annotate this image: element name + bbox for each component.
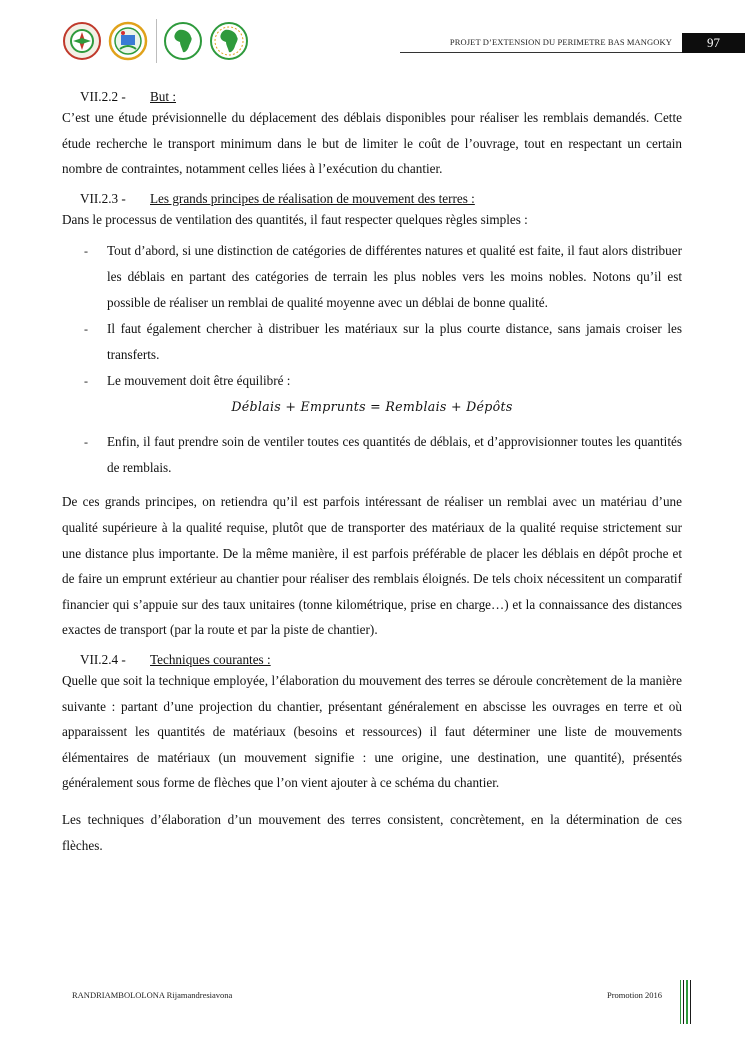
list-item: [62, 316, 682, 368]
paragraph: Quelle que soit la technique employée, l’élaboration du mouvement des terres se déroule concrètement de la manière suivante : partant d’une projection du chantier, présentant généralement en abscisse les ouvrages en terre et où apparaissent les quantités de matériaux (besoins et ressources) il faut déterminer une liste de mouvements élémentaires de matériaux (un mouvement signifie : une origine, une destination, une quantité), présentés généralement sous forme de flèches que l’on vient ajouter à ce schéma du chantier.: [62, 672, 682, 791]
list-item: [62, 429, 682, 481]
header-title: PROJET D’EXTENSION DU PERIMETRE BAS MANGOKY: [449, 37, 672, 47]
footer-author: RANDRIAMBOLOLONA Rijamandresiavona: [72, 990, 233, 1000]
ministry-emblem-icon: [62, 21, 102, 61]
paragraph: De ces grands principes, on retiendra qu’il est parfois intéressant de réaliser un remblai avec un matériau d’une qualité supérieure à la qualité requise, plutôt que de transporter des matériaux de la qualité requise strictement sur une distance plus importante. De la même manière, il est parfois préférable de placer les déblais en dépôt proche et de faire un emprunt extérieur au chantier pour réaliser des remblais éloignés. De tels choix nécessitent un comparatif financier qui s’appuie sur des taux unitaires (tonne kilométrique, prise en charge…) et la connaissance des distances exactes de transport (par la route et par la piste de chantier).: [62, 494, 682, 638]
section-heading-principes: [62, 190, 682, 207]
list-item: [62, 238, 682, 316]
afdb-logo-2-icon: [209, 21, 249, 61]
section-title: But :: [150, 89, 177, 104]
header-logos: [62, 18, 255, 64]
section-number: VII.2.4 -: [80, 651, 126, 667]
bullet-marker: -: [84, 322, 88, 337]
section-number: VII.2.2 -: [80, 89, 126, 104]
section-title: Les grands principes de réalisation de mouvement des terres :: [150, 190, 475, 206]
document-body: [62, 88, 682, 858]
logo-divider: [156, 19, 157, 63]
list-item-text: Tout d’abord, si une distinction de catégories de différentes natures et qualité est faite, il faut alors distribuer les déblais en partant des catégories de terrain les plus nobles vers les moins nobles. Notons qu’il est possible de réaliser un remblai de qualité moyenne avec un déblai de bonne qualité.: [107, 243, 682, 311]
footer-promotion: Promotion 2016: [607, 990, 663, 1000]
paragraph: Dans le processus de ventilation des quantités, il faut respecter quelques règles simples :: [62, 211, 528, 227]
bullet-marker: -: [84, 435, 88, 450]
project-emblem-icon: [108, 21, 148, 61]
list-item-text: Il faut également chercher à distribuer les matériaux sur la plus courte distance, sans jamais croiser les transferts.: [107, 321, 682, 363]
header-rule: [400, 52, 682, 53]
list-item: [62, 368, 682, 394]
rules-list: [62, 238, 682, 394]
section-number: VII.2.3 -: [80, 190, 126, 206]
page-number: 97: [682, 33, 745, 53]
bullet-marker: -: [84, 374, 88, 389]
section-heading-but: [62, 88, 682, 105]
bullet-marker: -: [84, 244, 88, 259]
footer-decoration: [680, 980, 692, 1024]
list-item-text: Le mouvement doit être équilibré :: [107, 373, 291, 389]
section-heading-techniques: [62, 651, 682, 668]
paragraph: Les techniques d’élaboration d’un mouvement des terres consistent, concrètement, en la détermination de ces flèches.: [62, 811, 682, 853]
balance-formula: Déblais + Emprunts = Remblais + Dépôts: [231, 399, 513, 415]
list-item-text: Enfin, il faut prendre soin de ventiler toutes ces quantités de déblais, et d’approvisionner toutes les quantités de remblais.: [107, 434, 682, 476]
paragraph: C’est une étude prévisionnelle du déplacement des déblais disponibles pour réaliser les remblais demandés. Cette étude recherche le transport minimum dans le but de limiter le coût de l’ouvrage, tout en respectant un certain nombre de contraintes, notamment celles liées à l’exécution du chantier.: [62, 110, 682, 177]
rules-list-continued: [62, 429, 682, 481]
section-title: Techniques courantes :: [150, 651, 271, 667]
afdb-logo-1-icon: [163, 21, 203, 61]
